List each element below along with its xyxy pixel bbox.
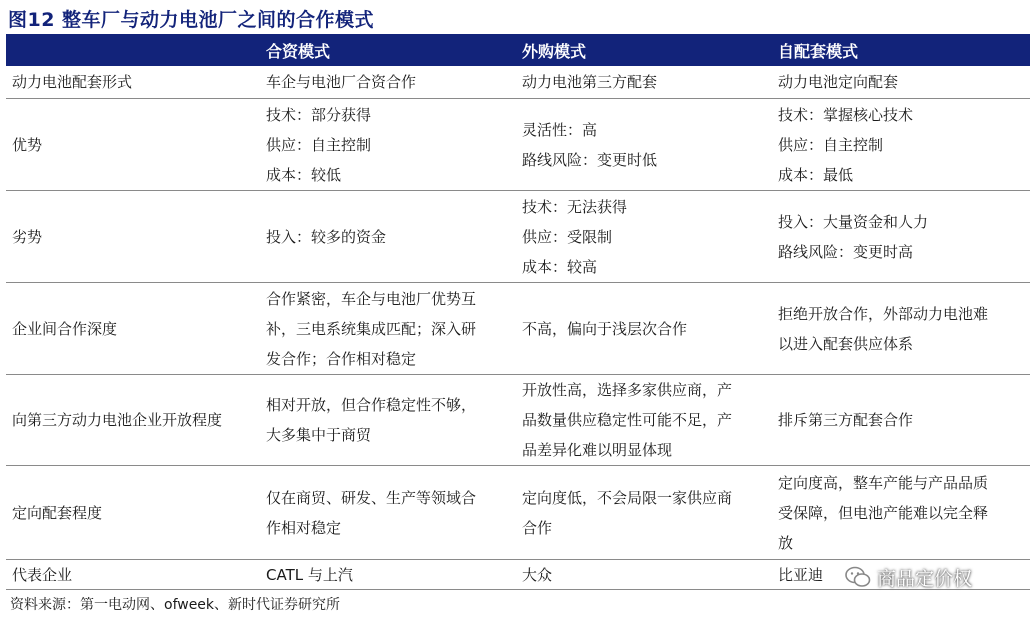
cell-line: 比亚迪 (778, 565, 824, 584)
cell-line: 供应：自主控制 (266, 135, 372, 154)
cell-line: 品差异化难以明显体现 (522, 441, 673, 459)
cell-line: 品数量供应稳定性可能不足，产 (522, 411, 733, 429)
table-cell (772, 283, 1030, 374)
cell-line: 开放性高，选择多家供应商，产 (522, 381, 733, 399)
cell-line: 投入：大量资金和人力 (778, 212, 929, 231)
cell-line: 车企与电池厂合资合作 (266, 73, 417, 91)
table-cell (260, 99, 516, 190)
cell-line: 以进入配套供应体系 (778, 334, 914, 353)
table-row (6, 99, 1030, 191)
cell-line: 定向度高，整车产能与产品品质 (778, 473, 989, 492)
header-cell (6, 34, 260, 66)
cell-line: 受保障，但电池产能难以完全释 (778, 503, 989, 522)
table-body (6, 66, 1030, 590)
table-row (6, 66, 1030, 99)
row-label: 企业间合作深度 (12, 319, 118, 338)
table-cell (260, 66, 516, 98)
table-cell (260, 560, 516, 589)
header-cell: 自配套模式 (778, 41, 859, 61)
cell-line: 合作紧密，车企与电池厂优势互 (266, 289, 477, 308)
row-label: 动力电池配套形式 (12, 73, 133, 91)
cell-line: 供应：自主控制 (778, 135, 884, 154)
row-label: 定向配套程度 (12, 503, 103, 522)
cell-line: 成本：较低 (266, 165, 342, 184)
watermark (845, 561, 972, 593)
row-label: 向第三方动力电池企业开放程度 (12, 411, 223, 429)
cell-line: 成本：最低 (778, 165, 854, 184)
table-cell (516, 99, 772, 190)
row-label: 代表企业 (12, 565, 73, 584)
cell-line: 相对开放，但合作稳定性不够， (266, 396, 477, 414)
table-cell (772, 466, 1030, 559)
cell-line: 大众 (522, 565, 553, 584)
cell-line: 灵活性：高 (522, 120, 598, 139)
cell-line: 补，三电系统集成匹配；深入研 (266, 319, 477, 338)
table-cell (516, 191, 772, 282)
table-cell (516, 375, 772, 465)
row-label: 劣势 (12, 227, 43, 246)
cell-line: 路线风险：变更时高 (778, 242, 914, 261)
table-row (6, 191, 1030, 283)
cell-line: 成本：较高 (522, 257, 598, 276)
row-label: 优势 (12, 135, 43, 154)
watermark-text: 商品定价权 (877, 567, 973, 590)
table-cell (516, 66, 772, 98)
cell-line: 合作 (522, 518, 553, 537)
table-cell (772, 191, 1030, 282)
cell-line: 技术：部分获得 (266, 105, 372, 124)
source-note: 资料来源：第一电动网、ofweek、新时代证券研究所 (10, 597, 341, 613)
table-cell (516, 283, 772, 374)
cell-line: 投入：较多的资金 (266, 227, 387, 246)
cell-line: 供应：受限制 (522, 227, 613, 246)
cell-line: 动力电池定向配套 (778, 73, 899, 91)
comparison-table (6, 34, 1030, 590)
cell-line: 不高，偏向于浅层次合作 (522, 319, 688, 338)
table-header (6, 34, 1030, 66)
table-row (6, 283, 1030, 375)
header-cell: 外购模式 (522, 41, 587, 61)
cell-line: CATL 与上汽 (266, 565, 353, 584)
cell-line: 仅在商贸、研发、生产等领域合 (266, 488, 477, 507)
cell-line: 路线风险：变更时低 (522, 150, 658, 169)
cell-line: 排斥第三方配套合作 (778, 411, 914, 429)
wechat-icon (845, 566, 871, 588)
cell-line: 定向度低，不会局限一家供应商 (522, 488, 733, 507)
header-cell: 合资模式 (266, 41, 331, 61)
table-cell (260, 375, 516, 465)
cell-line: 技术：无法获得 (522, 197, 628, 216)
table-cell (260, 191, 516, 282)
cell-line: 作相对稳定 (266, 518, 342, 537)
cell-line: 放 (778, 533, 794, 552)
table-row (6, 466, 1030, 560)
cell-line: 大多集中于商贸 (266, 426, 372, 444)
table-cell (516, 466, 772, 559)
cell-line: 拒绝开放合作，外部动力电池难 (778, 304, 989, 323)
cell-line: 动力电池第三方配套 (522, 73, 658, 91)
table-cell (260, 466, 516, 559)
table-row (6, 375, 1030, 466)
cell-line: 发合作；合作相对稳定 (266, 349, 417, 368)
table-cell (516, 560, 772, 589)
table-cell (772, 99, 1030, 190)
table-cell (772, 66, 1030, 98)
table-cell (772, 375, 1030, 465)
cell-line: 技术：掌握核心技术 (778, 105, 914, 124)
table-cell (260, 283, 516, 374)
figure-title: 图12 整车厂与动力电池厂之间的合作模式 (8, 9, 375, 31)
